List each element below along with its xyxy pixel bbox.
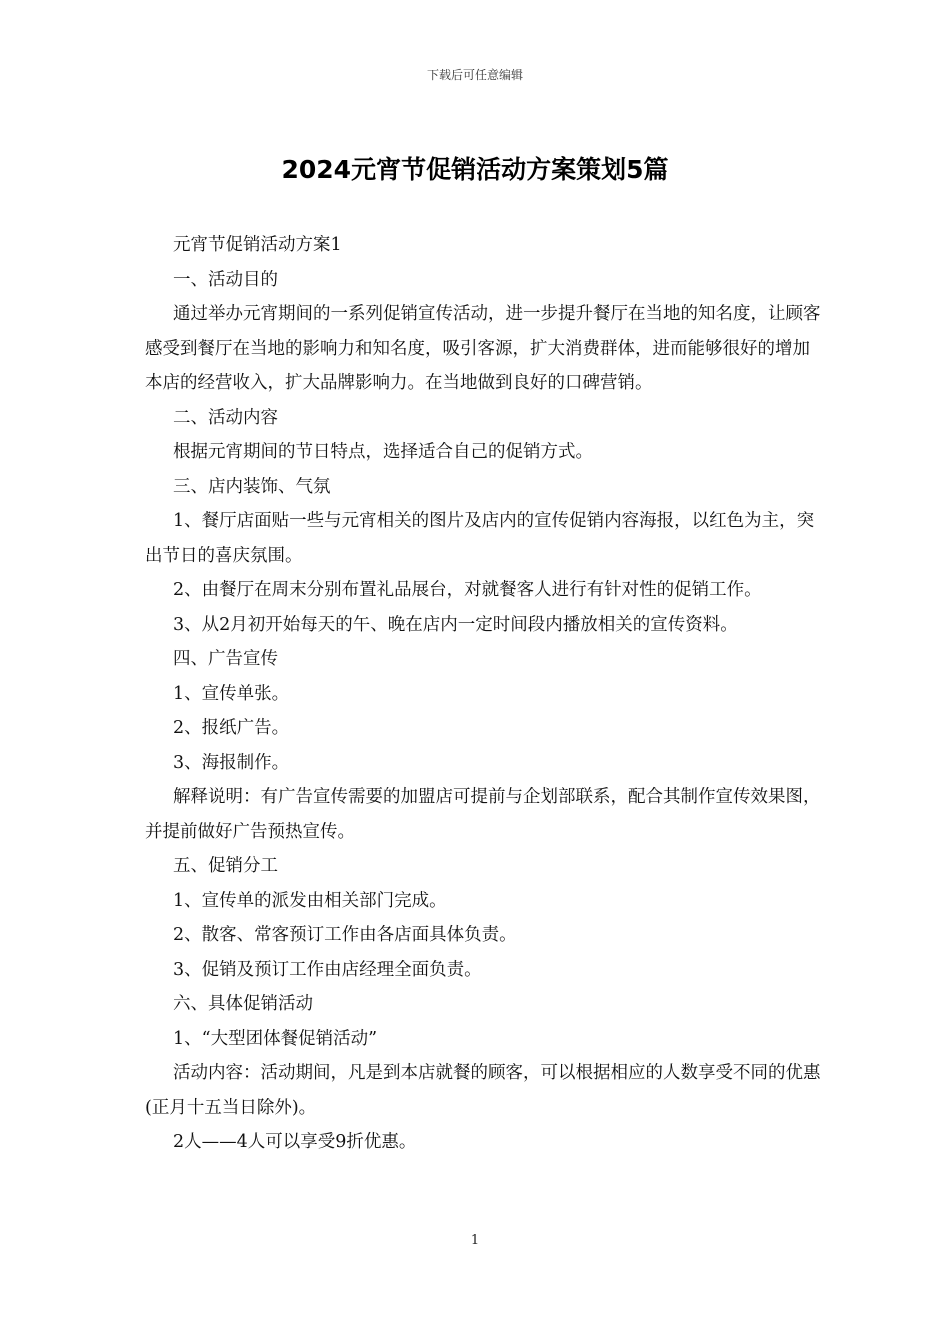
paragraph: 3、促销及预订工作由店经理全面负责。 [173,959,482,980]
paragraph: 六、具体促销活动 [173,994,313,1014]
paragraph: 三、店内装饰、气氛 [173,476,331,497]
paragraph: 通过举办元宵期间的一系列促销宣传活动，进一步提升餐厅在当地的知名度，让顾客感受到餐厅在当地的影响力和知名度，吸引客源，扩大消费群体，进而能够很好的增加本店的经营收入，扩大品牌影响力。在当地做到良好的口碑营销。 [145,304,821,393]
paragraph: 3、海报制作。 [173,752,290,773]
paragraph: 活动内容：活动期间，凡是到本店就餐的顾客，可以根据相应的人数享受不同的优惠(正月十五当日除外)。 [145,1063,821,1118]
page-header: 下载后可任意编辑 [426,68,523,82]
paragraph: 2、报纸广告。 [173,718,290,738]
paragraph: 3、从2月初开始每天的午、晚在店内一定时间段内播放相关的宣传资料。 [173,614,738,635]
paragraph: 根据元宵期间的节日特点，选择适合自己的促销方式。 [173,442,593,462]
paragraph: 2、由餐厅在周末分别布置礼品展台，对就餐客人进行有针对性的促销工作。 [173,580,762,600]
paragraph: 1、“大型团体餐促销活动” [173,1028,378,1049]
paragraph: 一、活动目的 [173,269,278,290]
paragraph: 解释说明：有广告宣传需要的加盟店可提前与企划部联系，配合其制作宣传效果图，并提前做好广告预热宣传。 [145,787,821,842]
paragraph: 五、促销分工 [173,856,278,876]
paragraph: 2人——4人可以享受9折优惠。 [173,1132,417,1152]
document-title: 2024元宵节促销活动方案策划5篇 [281,155,669,184]
paragraph: 四、广告宣传 [173,649,278,669]
paragraph: 1、宣传单的派发由相关部门完成。 [173,890,447,911]
document-body [145,228,825,1160]
paragraph: 1、餐厅店面贴一些与元宵相关的图片及店内的宣传促销内容海报，以红色为主，突出节日的喜庆氛围。 [145,511,815,566]
paragraph: 1、宣传单张。 [173,683,290,704]
paragraph: 二、活动内容 [173,407,278,428]
paragraph: 2、散客、常客预订工作由各店面具体负责。 [173,925,517,945]
page-number: 1 [470,1233,480,1248]
paragraph: 元宵节促销活动方案1 [173,235,342,255]
